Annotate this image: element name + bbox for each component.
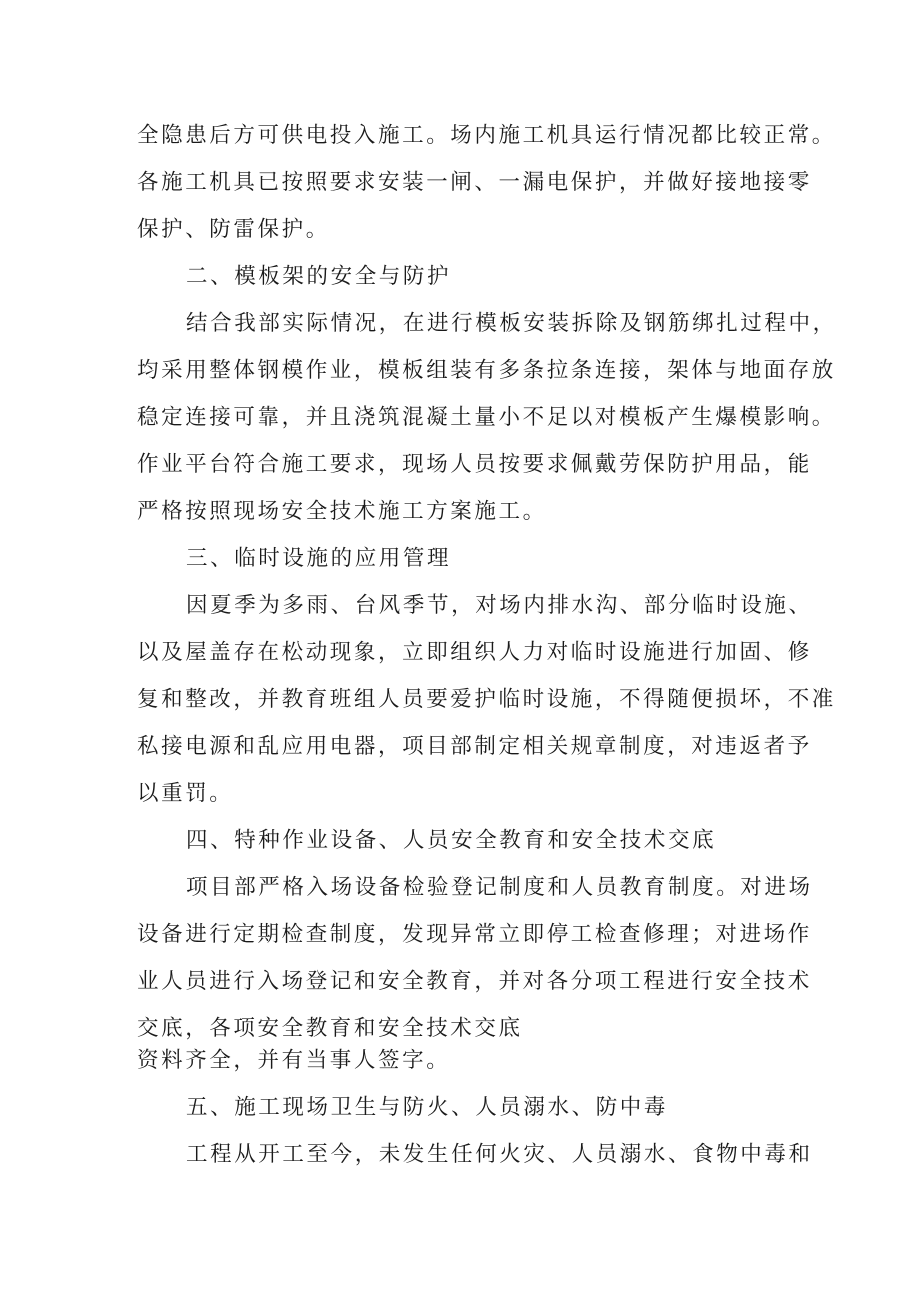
paragraph-line: 以重罚。 [137,781,234,806]
section-heading: 四、特种作业设备、人员安全教育和安全技术交底 [186,828,717,853]
paragraph-line: 严格按照现场安全技术施工方案施工。 [137,499,547,524]
paragraph-line: 保护、防雷保护。 [137,217,330,242]
paragraph-line: 项目部严格入场设备检验登记制度和人员教育制度。对进场 [186,875,813,900]
paragraph-line: 工程从开工至今，未发生任何火灾、人员溺水、食物中毒和 [186,1142,813,1167]
paragraph-line: 各施工机具已按照要求安装一闸、一漏电保护，并做好接地接零 [137,170,812,195]
section-heading: 二、模板架的安全与防护 [186,264,452,289]
paragraph-line: 设备进行定期检查制度，发现异常立即停工检查修理；对进场作 [137,922,812,947]
paragraph-line: 结合我部实际情况，在进行模板安装拆除及钢筋绑扎过程中， [186,311,837,336]
paragraph-line: 业人员进行入场登记和安全教育，并对各分项工程进行安全技术 [137,969,812,994]
paragraph-line: 作业平台符合施工要求，现场人员按要求佩戴劳保防护用品，能 [137,452,812,477]
paragraph-line: 因夏季为多雨、台风季节，对场内排水沟、部分临时设施、 [186,593,813,618]
paragraph-line: 私接电源和乱应用电器，项目部制定相关规章制度，对违返者予 [137,734,812,759]
paragraph-line: 全隐患后方可供电投入施工。场内施工机具运行情况都比较正常。 [137,123,836,148]
paragraph-line: 稳定连接可靠，并且浇筑混凝土量小不足以对模板产生爆模影响。 [137,405,836,430]
paragraph-line: 均采用整体钢模作业，模板组装有多条拉条连接，架体与地面存放 [137,358,836,383]
paragraph-line: 复和整改，并教育班组人员要爱护临时设施，不得随便损坏，不准 [137,687,836,712]
section-heading: 五、施工现场卫生与防火、人员溺水、防中毒 [186,1095,669,1120]
section-heading: 三、临时设施的应用管理 [186,546,452,571]
paragraph-line: 资料齐全，并有当事人签字。 [137,1048,451,1073]
paragraph-line: 以及屋盖存在松动现象，立即组织人力对临时设施进行加固、修 [137,640,812,665]
paragraph-line: 交底，各项安全教育和安全技术交底 [137,1016,523,1041]
